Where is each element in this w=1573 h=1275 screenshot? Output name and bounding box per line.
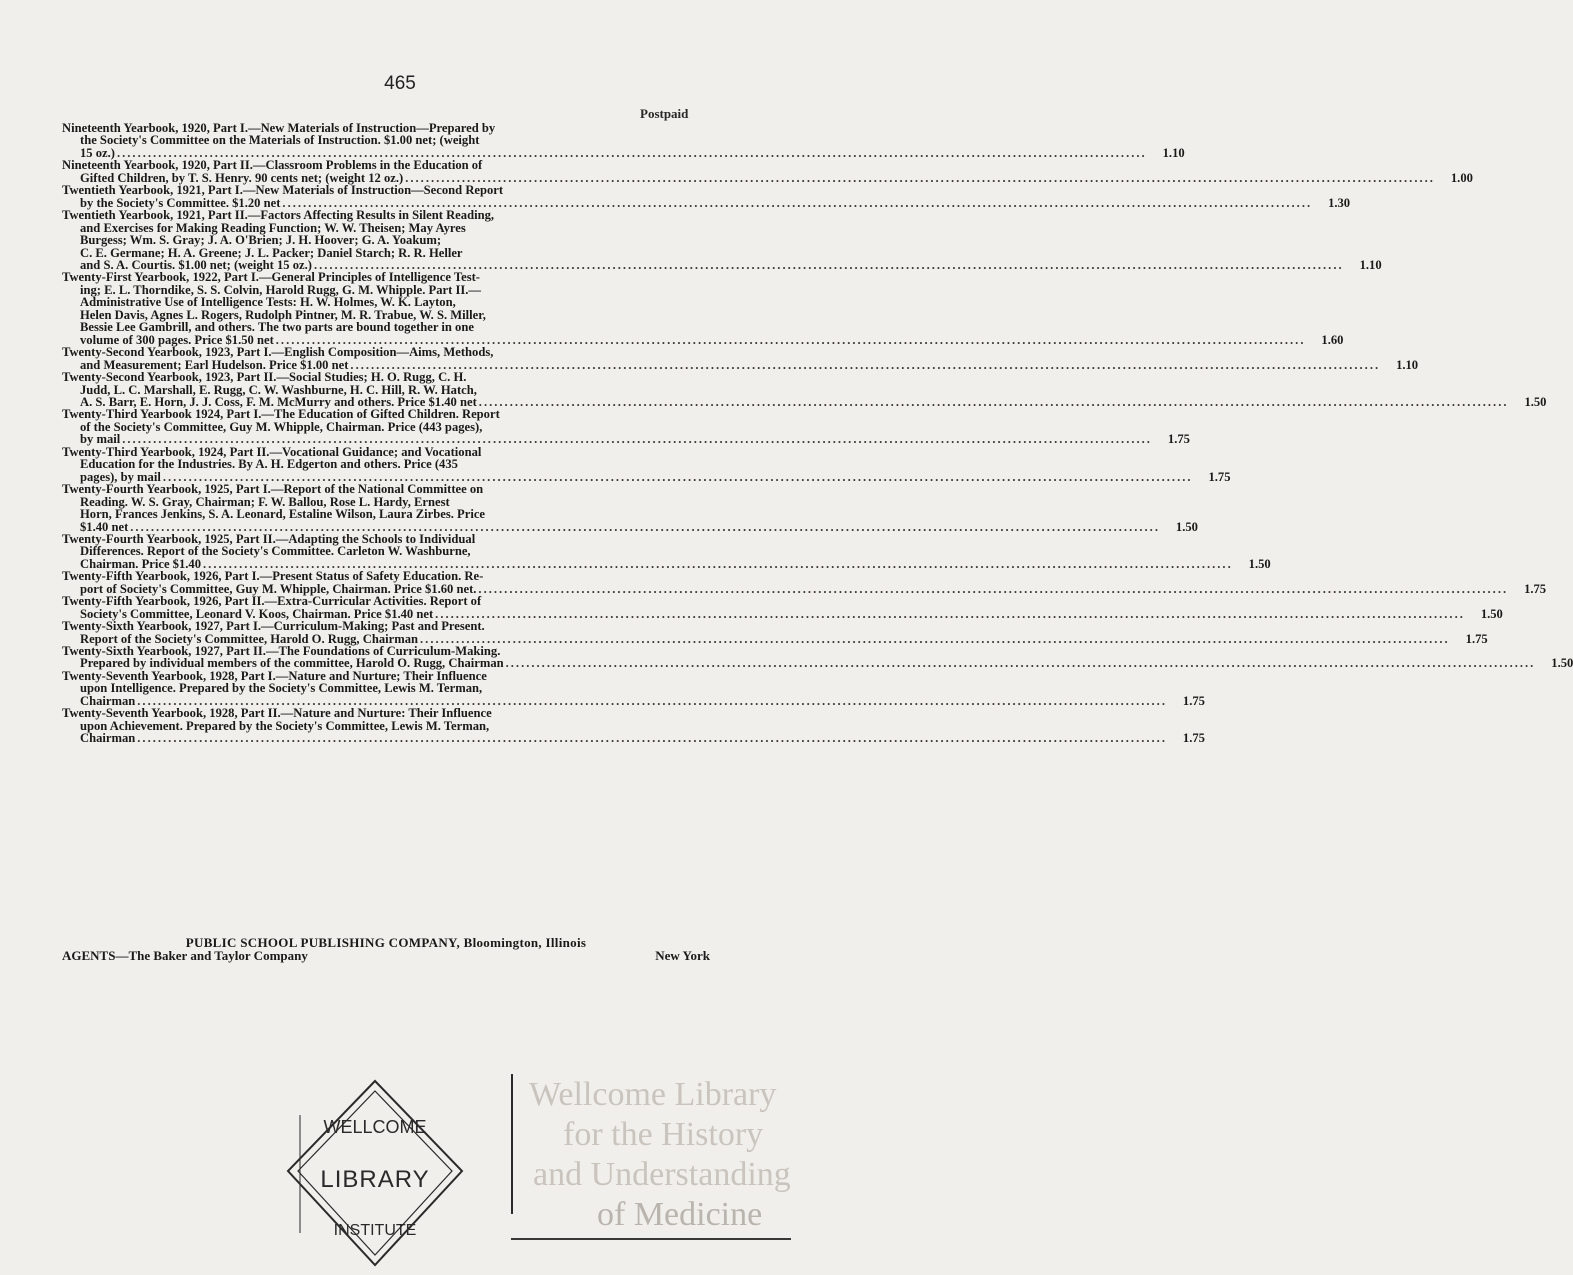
leader-dots: ........................................................................................................................................................................................................	[435, 606, 1465, 621]
entry-price: 1.50	[1480, 606, 1503, 621]
watermark-rule-vertical	[511, 1074, 513, 1214]
entry-text-line: Education for the Industries. By A. H. Edgerton and others. Price (435	[80, 457, 458, 472]
yearbook-entry	[62, 594, 1503, 621]
entry-last-line: $1.40 net	[80, 519, 129, 534]
entry-last-line: by the Society's Committee. $1.20 net	[80, 195, 281, 210]
stamp-middle-text: LIBRARY	[320, 1166, 430, 1193]
entry-title: Nineteenth Yearbook, 1920, Part II.	[62, 158, 253, 173]
entry-title: Twenty-Fourth Yearbook, 1925, Part I.	[62, 482, 271, 497]
leader-dots: ........................................................................................................................................................................................................	[122, 432, 1152, 447]
yearbook-entry	[62, 270, 1344, 347]
entry-text-line: —The Foundations of Curriculum-Making.	[265, 644, 501, 659]
leader-dots: ........................................................................................................................................................................................................	[350, 357, 1381, 372]
entry-price: 1.75	[1524, 581, 1547, 596]
entry-price: 1.75	[1182, 693, 1205, 708]
watermark-rule-horizontal	[511, 1238, 791, 1240]
leader-dots: ........................................................................................................................................................................................................	[478, 394, 1509, 409]
leader-dots: ........................................................................................................................................................................................................	[162, 469, 1193, 484]
entry-last-line: Society's Committee, Leonard V. Koos, Chairman. Price $1.40 net	[80, 606, 434, 621]
entry-text-line: —Report of the National Committee on	[270, 482, 484, 497]
leader-dots: ........................................................................................................................................................................................................	[116, 145, 1147, 160]
yearbook-entry	[62, 370, 1547, 409]
entry-text-line: ing; E. L. Thorndike, S. S. Colvin, Harold Rugg, G. M. Whipple. Part II.—	[80, 282, 481, 297]
entry-price: 1.75	[1465, 631, 1488, 646]
entry-title: Twenty-Third Yearbook 1924, Part I.	[62, 407, 262, 422]
entry-title: Twenty-Seventh Yearbook, 1928, Part II.	[62, 706, 281, 721]
leader-dots: ........................................................................................................................................................................................................	[282, 195, 1313, 210]
entry-title: Twenty-Sixth Yearbook, 1927, Part I.	[62, 619, 262, 634]
entry-title: Twentieth Yearbook, 1921, Part II.	[62, 208, 248, 223]
leader-dots: ........................................................................................................................................................................................................	[137, 731, 1167, 746]
yearbook-entry	[62, 706, 1205, 746]
entry-text-line: upon Achievement. Prepared by the Society's Committee, Lewis M. Terman,	[80, 718, 490, 733]
watermark-line-4: of Medicine	[597, 1196, 763, 1233]
entry-text-line: of the Society's Committee, Guy M. Whipple, Chairman. Price (443 pages),	[80, 419, 483, 434]
entry-last-line: Chairman	[80, 731, 136, 746]
entry-title: Twenty-Seventh Yearbook, 1928, Part I.	[62, 668, 276, 683]
yearbook-entry	[62, 619, 1488, 646]
yearbook-entry	[62, 668, 1205, 708]
watermark-line-2: for the History	[563, 1116, 764, 1153]
entry-text-line: C. E. Germane; H. A. Greene; J. L. Packer; Daniel Starch; R. R. Heller	[80, 245, 463, 260]
entry-price: 1.10	[1396, 357, 1419, 372]
entry-text-line: —The Education of Gifted Children. Report	[261, 407, 500, 422]
yearbook-entry	[62, 158, 1473, 185]
entry-title: Twentieth Yearbook, 1921, Part I.	[62, 183, 243, 198]
entry-price: 1.75	[1167, 432, 1190, 447]
entry-text-line: Helen Davis, Agnes L. Rogers, Rudolph Pintner, M. R. Trabue, W. S. Miller,	[80, 307, 486, 322]
entry-title: Nineteenth Yearbook, 1920, Part I.	[62, 121, 248, 135]
leader-dots: ........................................................................................................................................................................................................	[275, 332, 1306, 347]
publisher-name: PUBLIC SCHOOL PUBLISHING COMPANY, Bloomington, Illinois	[185, 935, 587, 950]
leader-dots: ........................................................................................................................................................................................................	[137, 693, 1167, 708]
entry-text-line: Burgess; Wm. S. Gray; J. A. O'Brien; J. H. Hoover; G. A. Yoakum;	[80, 233, 442, 248]
entry-last-line: Prepared by individual members of the committee, Harold O. Rugg, Chairman	[80, 656, 504, 671]
entry-price: 1.00	[1450, 170, 1473, 185]
entry-text-line: —New Materials of Instruction—Second Report	[242, 183, 504, 198]
entry-text-line: —Social Studies; H. O. Rugg, C. H.	[276, 370, 467, 385]
entry-last-line: pages), by mail	[80, 469, 161, 484]
yearbook-entry	[62, 208, 1382, 272]
entry-title: Twenty-Sixth Yearbook, 1927, Part II.	[62, 644, 266, 659]
yearbook-entry	[62, 345, 1419, 372]
yearbook-entry	[62, 121, 1185, 160]
entry-price: 1.50	[1248, 556, 1271, 571]
entry-title: Twenty-Second Yearbook, 1923, Part I.	[62, 345, 272, 360]
yearbook-entry	[62, 482, 1198, 534]
entry-price: 1.75	[1208, 469, 1231, 484]
entry-text-line: —General Principles of Intelligence Test-	[258, 270, 480, 285]
entry-text-line: —English Composition—Aims, Methods,	[271, 345, 494, 360]
entry-text-line: the Society's Committee on the Materials of Instruction. $1.00 net; (weight	[80, 133, 480, 148]
entry-title: Twenty-Fourth Yearbook, 1925, Part II.	[62, 531, 276, 546]
entry-last-line: and Measurement; Earl Hudelson. Price $1.00 net	[80, 357, 349, 372]
library-stamp	[280, 1075, 470, 1275]
leader-dots: ........................................................................................................................................................................................................	[505, 656, 1536, 671]
entry-last-line: and S. A. Courtis. $1.00 net; (weight 15 oz.)	[80, 257, 312, 272]
entry-title: Twenty-Fifth Yearbook, 1926, Part II.	[62, 594, 265, 609]
entry-text-line: —Curriculum-Making; Past and Present.	[261, 619, 485, 634]
entry-title: Twenty-Third Yearbook, 1924, Part II.	[62, 444, 270, 459]
column-header-postpaid: Postpaid	[640, 106, 689, 121]
entry-text-line: —Factors Affecting Results in Silent Reading,	[247, 208, 495, 223]
entry-last-line: Chairman	[80, 693, 136, 708]
entry-text-line: —Nature and Nurture; Their Influence	[275, 668, 487, 683]
entry-title: Twenty-Second Yearbook, 1923, Part II.	[62, 370, 277, 385]
entry-text-line: —Vocational Guidance; and Vocational	[269, 444, 482, 459]
entry-price: 1.50	[1524, 394, 1547, 409]
entry-price: 1.75	[1182, 731, 1205, 746]
publisher-agents: AGENTS—The Baker and Taylor Company	[62, 948, 308, 963]
entry-last-line: Gifted Children, by T. S. Henry. 90 cents net; (weight 12 oz.)	[80, 170, 404, 185]
watermark-line-1: Wellcome Library	[529, 1076, 777, 1113]
entry-title: Twenty-Fifth Yearbook, 1926, Part I.	[62, 569, 260, 584]
entry-last-line: by mail	[80, 432, 121, 447]
entry-price: 1.50	[1551, 656, 1573, 671]
yearbook-entry	[62, 644, 1573, 671]
leader-dots: ........................................................................................................................................................................................................	[203, 556, 1233, 571]
leader-dots: ........................................................................................................................................................................................................	[420, 631, 1450, 646]
entry-text-line: —Extra-Curricular Activities. Report of	[264, 594, 482, 609]
entry-text-line: Bessie Lee Gambrill, and others. The two parts are bound together in one	[80, 320, 474, 335]
entry-price: 1.10	[1359, 257, 1382, 272]
entry-text-line: Administrative Use of Intelligence Tests: H. W. Holmes, W. K. Layton,	[80, 295, 456, 310]
entry-price: 1.60	[1321, 332, 1344, 347]
leader-dots: ........................................................................................................................................................................................................	[478, 581, 1509, 596]
yearbook-entry	[62, 407, 1190, 447]
entry-text-line: Judd, L. C. Marshall, E. Rugg, C. W. Washburne, H. C. Hill, R. W. Hatch,	[80, 382, 477, 397]
entry-last-line: Report of the Society's Committee, Harold O. Rugg, Chairman	[80, 631, 419, 646]
entry-text-line: —New Materials of Instruction—Prepared by	[247, 121, 496, 135]
entry-last-line: volume of 300 pages. Price $1.50 net	[80, 332, 274, 347]
entry-price: 1.30	[1328, 195, 1351, 210]
entry-text-line: Horn, Frances Jenkins, S. A. Leonard, Estaline Wilson, Laura Zirbes. Price	[80, 507, 486, 522]
wellcome-watermark	[505, 1070, 805, 1260]
stamp-top-text: WELLCOME	[323, 1117, 427, 1137]
leader-dots: ........................................................................................................................................................................................................	[130, 519, 1160, 534]
yearbook-price-list	[62, 121, 1573, 746]
entry-price: 1.10	[1162, 145, 1185, 160]
leader-dots: ........................................................................................................................................................................................................	[405, 170, 1435, 185]
entry-last-line: 15 oz.)	[80, 145, 115, 160]
page-number: 465	[384, 73, 416, 94]
entry-last-line: Chairman. Price $1.40	[80, 556, 202, 571]
entry-text-line: upon Intelligence. Prepared by the Society's Committee, Lewis M. Terman,	[80, 681, 483, 696]
stamp-bottom-text: INSTITUTE	[333, 1222, 417, 1239]
entry-last-line: port of Society's Committee, Guy M. Whipple, Chairman. Price $1.60 net.	[80, 581, 477, 596]
entry-text-line: —Adapting the Schools to Individual	[275, 531, 476, 546]
yearbook-entry	[62, 444, 1231, 484]
yearbook-entry	[62, 569, 1547, 596]
entry-text-line: —Nature and Nurture: Their Influence	[280, 706, 492, 721]
entry-title: Twenty-First Yearbook, 1922, Part I.	[62, 270, 259, 285]
entry-text-line: Differences. Report of the Society's Committee. Carleton W. Washburne,	[80, 544, 471, 559]
entry-text-line: and Exercises for Making Reading Function; W. W. Theisen; May Ayres	[80, 220, 466, 235]
leader-dots: ........................................................................................................................................................................................................	[313, 257, 1344, 272]
yearbook-entry	[62, 531, 1271, 571]
entry-text-line: —Classroom Problems in the Education of	[252, 158, 483, 173]
publisher-city: New York	[655, 948, 710, 963]
entry-text-line: Reading. W. S. Gray, Chairman; F. W. Ballou, Rose L. Hardy, Ernest	[80, 494, 450, 509]
watermark-line-3: and Understanding	[533, 1156, 791, 1193]
entry-last-line: A. S. Barr, E. Horn, J. J. Coss, F. M. McMurry and others. Price $1.40 net	[80, 394, 477, 409]
entry-price: 1.50	[1175, 519, 1198, 534]
entry-text-line: —Present Status of Safety Education. Re-	[259, 569, 484, 584]
publisher-block	[62, 936, 710, 962]
yearbook-entry	[62, 183, 1351, 210]
